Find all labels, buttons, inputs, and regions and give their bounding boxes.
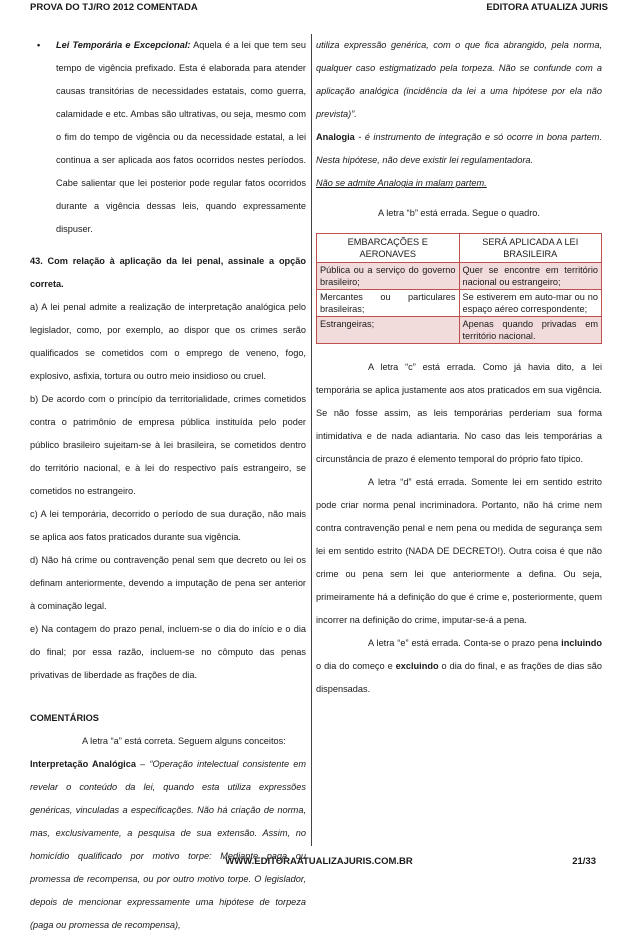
letra-e-bold-2: excluindo — [395, 661, 439, 671]
analogia-note: Não se admite Analogia in malam partem. — [316, 178, 487, 188]
bullet-title: Lei Temporária e Excepcional: — [56, 40, 191, 50]
letra-e-text-1: A letra “e” está errada. Conta-se o prazo pena — [368, 638, 562, 648]
page-footer — [30, 856, 608, 870]
analogia-paragraph — [316, 126, 602, 172]
table-cell: Pública ou a serviço do governo brasileiro; — [317, 263, 460, 290]
interp-paragraph — [30, 753, 306, 937]
letra-e-text-3: o dia do final, e as frações de dias são dispensadas. — [316, 661, 602, 694]
lei-temporaria-bullet — [30, 34, 306, 241]
letra-d-paragraph — [316, 471, 602, 632]
option-a: a) A lei penal admite a realização de interpretação analógica pelo legislador, como, por exemplo, ao dispor que os crimes serão qualificados se cometidos com o emprego de veneno, fogo, explosivo, asfixia, tortura ou outro meio insidioso ou cruel. — [30, 302, 306, 381]
option-c: c) A lei temporária, decorrido o período de sua duração, não mais se aplica aos fatos praticados durante sua vigência. — [30, 509, 306, 542]
letra-e-paragraph — [316, 632, 602, 701]
table-cell: Mercantes ou particulares brasileiras; — [317, 290, 460, 317]
letra-d-text: A letra “d” está errada. Somente lei em sentido estrito pode criar norma penal incriminadora. Portanto, não há crime nem contra contravenção penal e nem pena ou medida de segurança sem lei em sentido estrito (NADA DE DECRETO!). Outra coisa é que não crime ou pena sem lei que anteriormente a defina. Ou seja, primeiramente há a definição do que é crime e, posteriormente, quem incorrer na definição do crime, imputar-se-á a pena. — [316, 477, 602, 625]
option-b: b) De acordo com o princípio da territorialidade, crimes cometidos contra o patrimônio de empresa pública instituída pelo poder público brasileiro sujeitam-se à lei brasileira, se cometidos dentro do território nacional, e à lei do respectivo país estrangeiro, se cometidos no estrangeiro. — [30, 394, 306, 496]
letra-e-text-2: o dia do começo e — [316, 661, 396, 671]
table-row — [317, 290, 602, 317]
left-column — [30, 34, 306, 937]
letra-b-paragraph: A letra “b” está errada. Segue o quadro. — [378, 208, 540, 218]
table-row — [317, 263, 602, 290]
table-cell: Apenas quando privadas em território nacional. — [459, 317, 602, 344]
header-right-title: EDITORA ATUALIZA JURIS — [486, 2, 608, 13]
table-row — [317, 317, 602, 344]
interp-text: – “Operação intelectual consistente em revelar o conteúdo da lei, quando esta utiliza expressões genéricas, vinculadas a especificações. Não há criação de norma, mas, exclusivamente, a pesquisa de sua extensão. Assim, no homicídio qualificado por motivo torpe: Mediante paga ou promessa de recompensa, ou por outro motivo torpe. O legislador, depois de mencionar expressamente uma hipótese de torpeza (paga ou promessa de recompensa), — [30, 759, 307, 930]
option-d: d) Não há crime ou contravenção penal sem que decreto ou lei os definam anteriormente, devendo a imputação de pena ser anterior à cominação legal. — [30, 555, 306, 611]
comments-title: COMENTÁRIOS — [30, 713, 99, 723]
table-cell: Estrangeiras; — [317, 317, 460, 344]
analogia-title: Analogia — [316, 132, 355, 142]
comments-intro-text: A letra “a” está correta. Seguem alguns conceitos: — [82, 736, 286, 746]
column-divider — [311, 34, 312, 846]
letra-e-bold-1: incluindo — [561, 638, 602, 648]
interp-title: Interpretação Analógica — [30, 759, 136, 769]
embarcacoes-table — [316, 233, 602, 344]
page-header — [30, 2, 608, 16]
analogia-text: - é instrumento de integração e só ocorre in bona partem. Nesta hipótese, não deve existir lei regulamentadora. — [316, 132, 602, 165]
letra-c-paragraph — [316, 356, 602, 471]
para-continuation: utiliza expressão genérica, com o que fica abrangido, pela norma, qualquer caso estigmatizado pela torpeza. Não se confunde com a aplicação analógica (incidência da lei a uma hipótese por ela não prevista)”. — [316, 40, 602, 119]
bullet-marker: • — [37, 40, 41, 50]
table-header-cell-1: EMBARCAÇÕES E AERONAVES — [317, 234, 460, 263]
table-header-cell-2: SERÁ APLICADA A LEI BRASILEIRA — [459, 234, 602, 263]
footer-site: WWW.EDITORAATUALIZAJURIS.COM.BR — [225, 856, 413, 867]
footer-page-number: 21/33 — [572, 856, 596, 867]
table-cell: Se estiverem em auto-mar ou no espaço aéreo correspondente; — [459, 290, 602, 317]
table-header-row — [317, 234, 602, 263]
header-left-title: PROVA DO TJ/RO 2012 COMENTADA — [30, 2, 198, 13]
comments-intro — [30, 730, 306, 753]
question-title: 43. Com relação à aplicação da lei penal, assinale a opção correta. — [30, 256, 306, 289]
bullet-text: Aquela é a lei que tem seu tempo de vigência prefixado. Esta é elaborada para atender causas transitórias de necessidades estatais, como guerra, calamidade e etc. Ambas são ultrativas, ou seja, mesmo com o fim do tempo de vigência ou da necessidade estatal, a lei continua a ser aplicada aos fatos ocorridos nestes períodos. Cabe salientar que lei posterior pode regular fatos ocorridos durante a vigência dessas leis, quando expressamente dispuser. — [56, 40, 306, 234]
letra-c-text: A letra “c” está errada. Como já havia dito, a lei temporária se aplica justamente aos atos praticados em sua vigência. Se não fosse assim, as leis temporárias perderiam sua forma intimidativa e de nada adiantaria. No caso das leis temporárias a circunstância de prazo é elemento temporal do próprio fato típico. — [316, 362, 602, 464]
option-e: e) Na contagem do prazo penal, incluem-se o dia do início e o dia do final; por essa razão, incluem-se no cômputo das penas privativas de liberdade as frações de dia. — [30, 624, 306, 680]
right-column — [316, 34, 602, 701]
table-cell: Quer se encontre em território nacional ou estrangeiro; — [459, 263, 602, 290]
